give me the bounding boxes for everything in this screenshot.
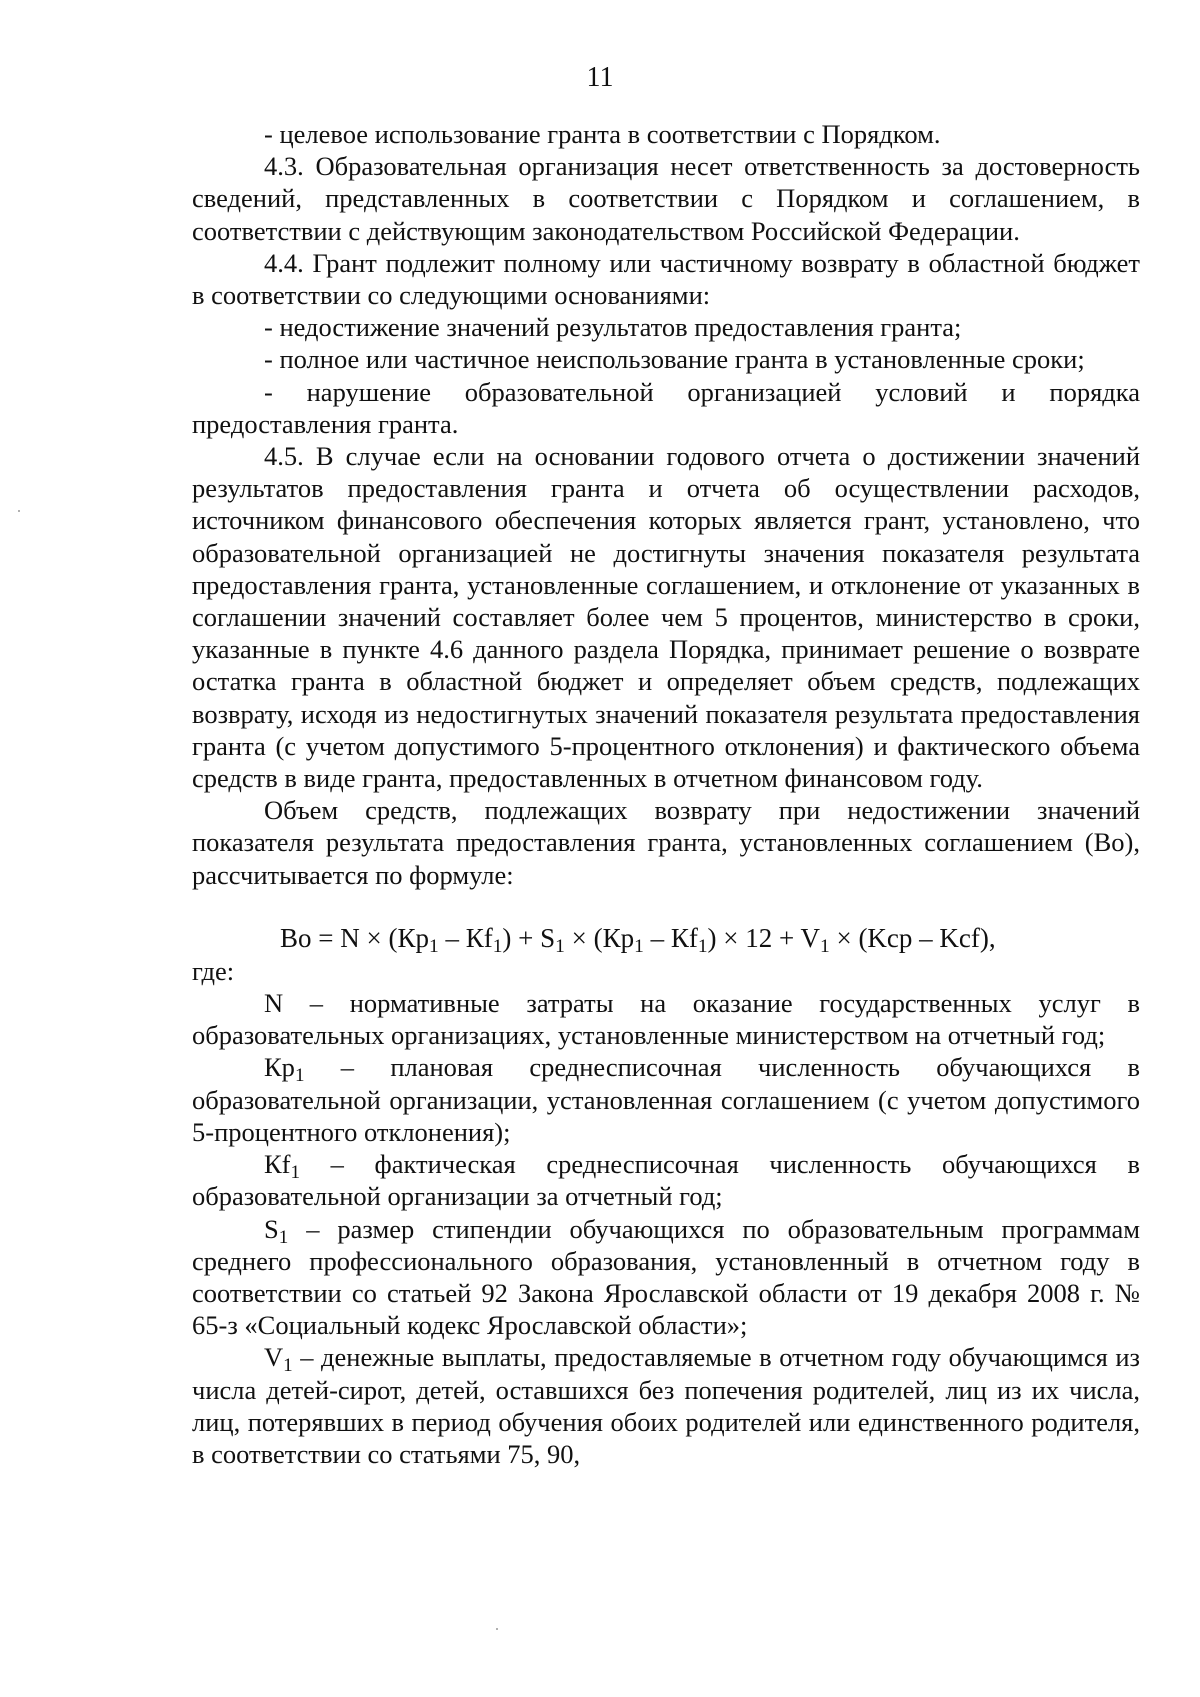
- definition-v1: [192, 1341, 1140, 1470]
- formula-subscript: 1: [634, 935, 644, 957]
- definition-n: [192, 987, 1140, 1051]
- definition-text: – размер стипендии обучающихся по образовательным программам среднего профессионального образования, установленный в отчетном году в соответствии со статьей 92 Закона Ярославской области от 19 декабря 2008 г. № 65-з «Социальный кодекс Ярославской области»;: [192, 1213, 1140, 1341]
- definition-symbol: V: [264, 1342, 284, 1373]
- definition-text: – плановая среднесписочная численность обучающихся в образовательной организации, установленная соглашением (с учетом допустимого 5-процентного отклонения);: [192, 1052, 1140, 1147]
- definition-symbol: Кf: [264, 1149, 291, 1180]
- formula-subscript: 1: [428, 935, 439, 957]
- formula-part: Во = N × (Кр: [280, 922, 429, 953]
- definition-subscript: 1: [278, 1226, 289, 1248]
- definition-symbol: Кр: [264, 1052, 295, 1083]
- definition-subscript: 1: [283, 1355, 293, 1377]
- formula-part: × (Kcp – Kcf),: [829, 922, 996, 953]
- paragraph-4-4: 4.4. Грант подлежит полному или частичному возврату в областной бюджет в соответствии со следующими основаниями:: [192, 247, 1140, 311]
- definition-kp1: [192, 1051, 1140, 1148]
- definition-symbol: S: [264, 1213, 279, 1244]
- where-label: где:: [192, 955, 235, 986]
- formula-subscript: 1: [555, 935, 565, 957]
- formula-part: – Кf: [643, 922, 698, 953]
- paragraph-usage: - целевое использование гранта в соответствии с Порядком.: [264, 119, 941, 149]
- paragraph-return-volume: Объем средств, подлежащих возврату при недостижении значений показателя результата предоставления гранта, установленных соглашением (Во), рассчитывается по формуле:: [192, 795, 1140, 890]
- scan-speck: [496, 1628, 498, 1630]
- paragraph-4-3: 4.3. Образовательная организация несет ответственность за достоверность сведений, представленных в соответствии с Порядком и соглашением, в соответствии с действующим законодательством Российской Федерации.: [192, 151, 1140, 246]
- formula-part: ) × 12 + V: [707, 922, 820, 953]
- scan-speck: [18, 510, 20, 512]
- definition-text: – нормативные затраты на оказание государственных услуг в образовательных организациях, установленные министерством на отчетный год;: [192, 988, 1140, 1051]
- formula-subscript: 1: [820, 935, 830, 957]
- page-number: 11: [586, 62, 614, 93]
- definition-text: – фактическая среднесписочная численность обучающихся в образовательной организации за отчетный год;: [192, 1149, 1140, 1212]
- list-item-violation: - нарушение образовательной организацией условий и порядка предоставления гранта.: [192, 376, 1140, 439]
- definition-symbol: N: [264, 988, 284, 1019]
- definition-subscript: 1: [294, 1065, 305, 1087]
- paragraph-4-5: 4.5. В случае если на основании годового отчета о достижении значений результатов предоставления гранта и отчета об осуществлении расходов, источником финансового обеспечения которых является грант, установлено, что образовательной организацией не достигнуты значения показателя результата предоставления гранта, установленные соглашением, и отклонение от указанных в соглашении значений составляет более чем 5 процентов, министерство в сроки, указанные в пункте 4.6 данного раздела Порядка, принимает решение о возврате остатка гранта в областной бюджет и определяет объем средств, подлежащих возврату, исходя из недостигнутых значений показателя результата предоставления гранта (с учетом допустимого 5-процентного отклонения) и фактического объема средств в виде гранта, предоставленных в отчетном финансовом году.: [192, 441, 1140, 794]
- formula-part: ) + S: [502, 922, 556, 953]
- document-body: [192, 118, 1140, 1470]
- definition-subscript: 1: [290, 1161, 301, 1183]
- formula-part: – Кf: [438, 922, 493, 953]
- definition-s1: [192, 1213, 1140, 1342]
- formula-part: × (Кр: [564, 922, 635, 953]
- formula-subscript: 1: [492, 935, 503, 957]
- definition-kf1: [192, 1148, 1140, 1212]
- return-formula: [192, 921, 1140, 955]
- definition-text: – денежные выплаты, предоставляемые в отчетном году обучающимся из числа детей-сирот, детей, оставшихся без попечения родителей, лиц из их числа, лиц, потерявших в период обучения обоих родителей или единственного родителя, в соответствии со статьями 75, 90,: [192, 1342, 1140, 1469]
- list-item-not-achieved: - недостижение значений результатов предоставления гранта;: [264, 312, 962, 343]
- formula-subscript: 1: [697, 935, 708, 957]
- list-item-not-used: - полное или частичное неиспользование гранта в установленные сроки;: [264, 344, 1085, 375]
